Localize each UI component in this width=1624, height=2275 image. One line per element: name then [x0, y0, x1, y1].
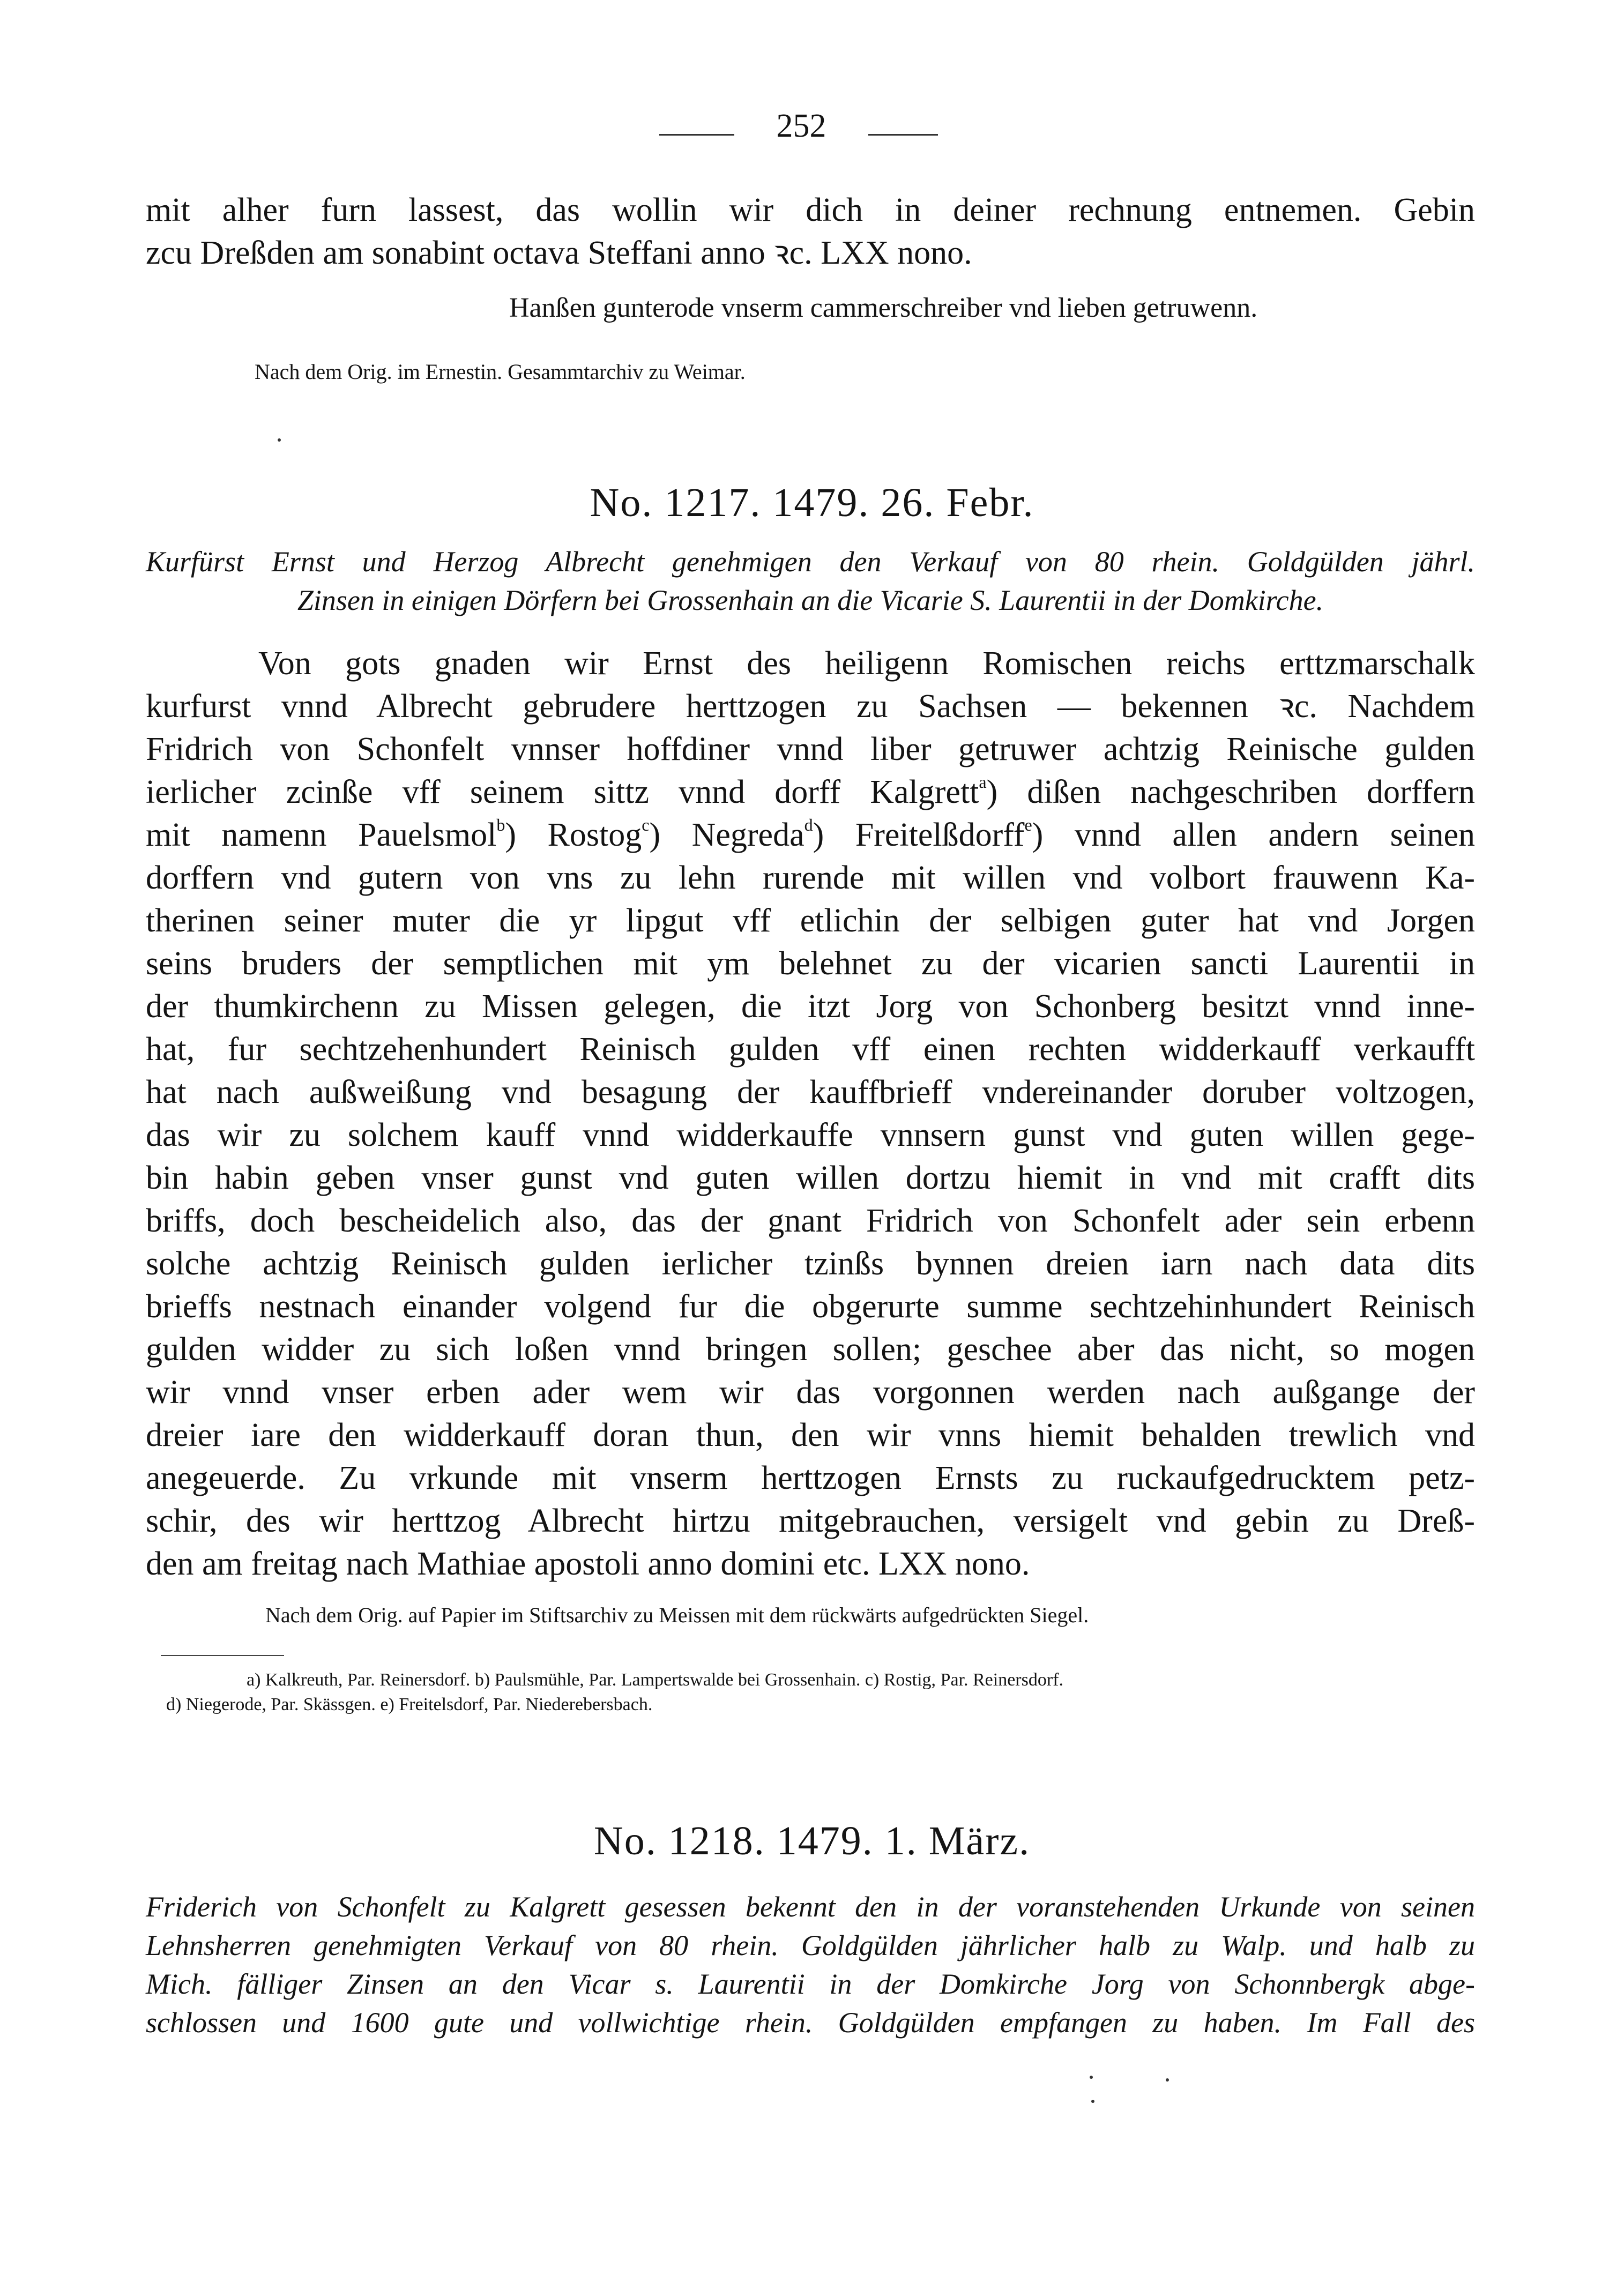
text-line: seins bruders der semptlichen mit ym belehnet zu der vicarien sancti Laurentii in — [146, 945, 1475, 982]
text-line: wir vnnd vnser erben ader wem wir das vorgonnen werden nach außgange der — [146, 1374, 1475, 1411]
text-segment: ) Negreda — [649, 817, 804, 853]
text-line: schir, des wir herttzog Albrecht hirtzu mitgebrauchen, versigelt vnd gebin zu Dreß- — [146, 1503, 1475, 1539]
text-line — [146, 814, 1475, 856]
regest-line: Friderich von Schonfelt zu Kalgrett gesessen bekennt den in der voranstehenden Urkunde von seinen — [146, 1891, 1475, 1923]
text-line: bin habin geben vnser gunst vnd guten willen dortzu hiemit in vnd mit crafft dits — [146, 1160, 1475, 1196]
text-line: Von gots gnaden wir Ernst des heiligenn Romischen reichs erttzmarschalk — [258, 645, 1475, 682]
document-heading-1218: No. 1218. 1479. 1. März. — [593, 1818, 1031, 1863]
source-note-1216: Nach dem Orig. im Ernestin. Gesammtarchiv zu Weimar. — [255, 360, 746, 384]
text-line: brieffs nestnach einander volgend fur die obgerurte summe sechtzehinhundert Reinisch — [146, 1288, 1475, 1325]
footnote-marker-c: c — [642, 815, 650, 835]
regest-line: Kurfürst Ernst und Herzog Albrecht genehmigen den Verkauf von 80 rhein. Goldgülden jährl. — [146, 546, 1475, 578]
text-line: therinen seiner muter die yr lipgut vff etlichin der selbigen guter hat vnd Jorgen — [146, 902, 1475, 939]
stray-mark — [1091, 2100, 1094, 2103]
text-line: anegeuerde. Zu vrkunde mit vnserm herttzogen Ernsts zu ruckaufgedrucktem petz- — [146, 1460, 1475, 1496]
regest-line: Mich. fälliger Zinsen an den Vicar s. Laurentii in der Domkirche Jorg von Schonnbergk abge- — [146, 1968, 1475, 2000]
document-body-1217 — [146, 642, 1475, 1585]
text-segment: ) vnnd allen andern seinen — [1032, 817, 1476, 853]
text-segment: mit namenn Pauelsmol — [146, 817, 497, 853]
footnote-marker-b: b — [496, 815, 505, 835]
regest-line: Lehnsherren genehmigten Verkauf von 80 rhein. Goldgülden jährlicher halb zu Walp. und halb zu — [146, 1929, 1475, 1961]
stray-mark — [1166, 2078, 1169, 2082]
text-segment: ) dißen nachgeschriben dorffern — [986, 774, 1475, 810]
text-line: Fridrich von Schonfelt vnnser hoffdiner vnnd liber getruwer achtzig Reinische gulden — [146, 731, 1475, 767]
stray-mark — [1090, 2076, 1093, 2079]
footnote-marker-d: d — [804, 815, 813, 835]
footnote-line: d) Niegerode, Par. Skässgen. e) Freitelsdorf, Par. Niederebersbach. — [166, 1695, 653, 1714]
page-header — [0, 107, 1624, 145]
text-line: dorffern vnd gutern von vns zu lehn rurende mit willen vnd volbort frauwenn Ka- — [146, 860, 1475, 896]
text-line: den am freitag nach Mathiae apostoli anno domini etc. LXX nono. — [146, 1546, 1030, 1582]
text-line: zcu Dreßden am sonabint octava Steffani anno ꝛc. LXX nono. — [146, 235, 972, 271]
footnote-line: a) Kalkreuth, Par. Reinersdorf. b) Paulsmühle, Par. Lampertswalde bei Grossenhain. c) Rostig, Par. Reinersdorf. — [247, 1670, 1063, 1690]
text-line: briffs, doch bescheidelich also, das der gnant Fridrich von Schonfelt ader sein erbenn — [146, 1203, 1475, 1239]
text-line: gulden widder zu sich loßen vnnd bringen sollen; geschee aber das nicht, so mogen — [146, 1331, 1475, 1368]
text-line: kurfurst vnnd Albrecht gebrudere herttzogen zu Sachsen — bekennen ꝛc. Nachdem — [146, 688, 1475, 725]
regest-1217 — [146, 542, 1475, 620]
text-line: der thumkirchenn zu Missen gelegen, die itzt Jorg von Schonberg besitzt vnnd inne- — [146, 988, 1475, 1025]
text-segment: ) Rostog — [505, 817, 642, 853]
text-line: das wir zu solchem kauff vnnd widderkauffe vnnsern gunst vnd guten willen gege- — [146, 1117, 1475, 1153]
footnote-marker-e: e — [1024, 815, 1032, 835]
text-line — [146, 771, 1475, 814]
text-line: solche achtzig Reinisch gulden ierlicher tzinßs bynnen dreien iarn nach data dits — [146, 1245, 1475, 1282]
regest-line: Zinsen in einigen Dörfern bei Grossenhain an die Vicarie S. Laurentii in der Domkirche. — [297, 584, 1324, 616]
stray-mark — [278, 438, 281, 442]
footnote-rule — [161, 1655, 284, 1656]
header-rule-right — [868, 134, 938, 136]
footnotes-1217 — [166, 1668, 1474, 1717]
source-note-1217: Nach dem Orig. auf Papier im Stiftsarchiv zu Meissen mit dem rückwärts aufgedrückten Siegel. — [265, 1603, 1089, 1627]
text-line: hat nach außweißung vnd besagung der kauffbrieff vndereinander doruber voltzogen, — [146, 1074, 1475, 1110]
header-rule-left — [659, 134, 734, 136]
text-line: dreier iare den widderkauff doran thun, den wir vnns hiemit behalden trewlich vnd — [146, 1417, 1475, 1453]
regest-1218 — [146, 1888, 1475, 2042]
document-heading-1217: No. 1217. 1479. 26. Febr. — [590, 480, 1034, 525]
text-segment: ierlicher zcinße vff seinem sittz vnnd dorff Kalgrett — [146, 774, 979, 810]
text-segment: ) Freitelßdorff — [813, 817, 1025, 853]
continuation-text — [146, 189, 1475, 274]
regest-line: schlossen und 1600 gute und vollwichtige rhein. Goldgülden empfangen zu haben. Im Fall des — [146, 2007, 1475, 2039]
footnote-marker-a: a — [979, 772, 987, 792]
page-number: 252 — [776, 108, 826, 144]
address-line: Hanßen gunterode vnserm cammerschreiber vnd lieben getruwenn. — [509, 293, 1258, 323]
text-line: hat, fur sechtzehenhundert Reinisch gulden vff einen rechten widderkauff verkaufft — [146, 1031, 1475, 1068]
text-line: mit alher furn lassest, das wollin wir dich in deiner rechnung entnemen. Gebin — [146, 192, 1475, 228]
